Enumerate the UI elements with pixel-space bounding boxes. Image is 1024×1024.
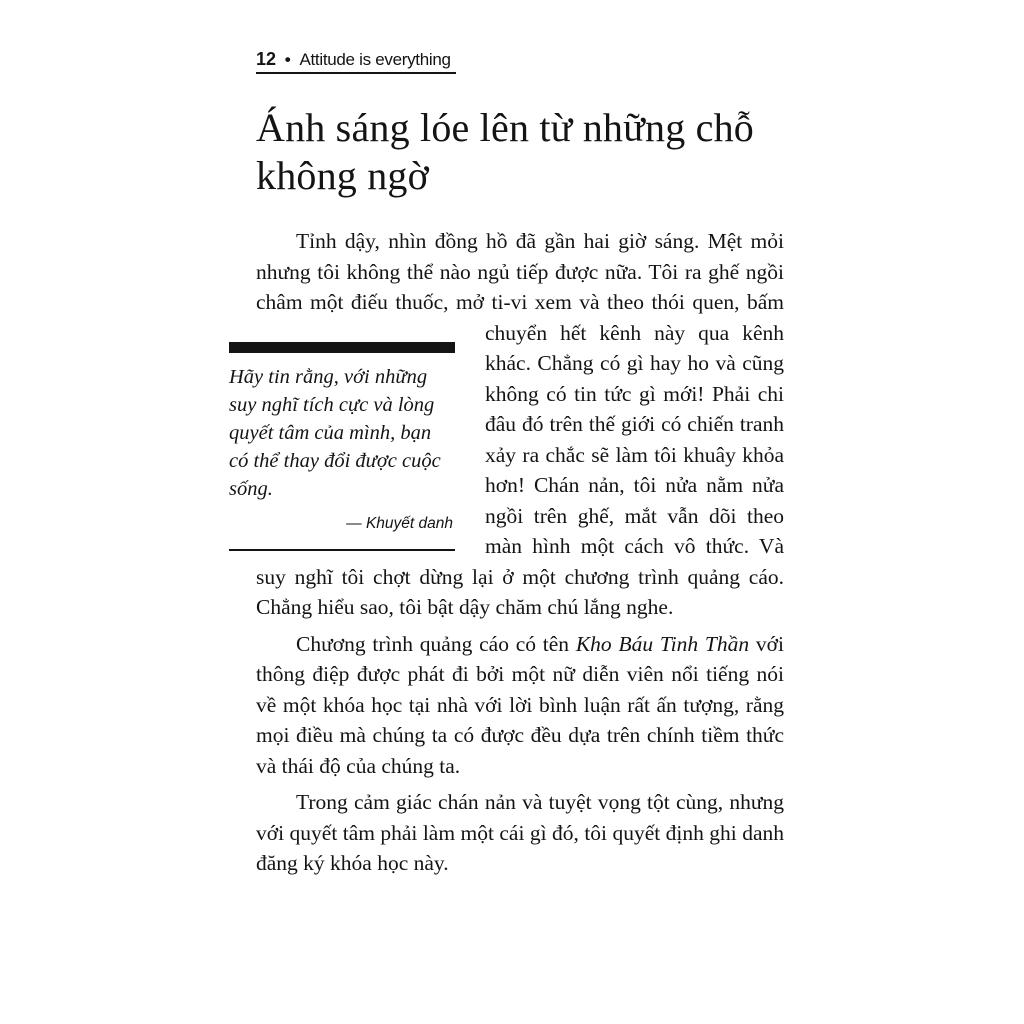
paragraph-2 <box>256 629 784 782</box>
paragraph-3: Trong cảm giác chán nản và tuyệt vọng tột cùng, nhưng với quyết tâm phải làm một cái gì đó, tôi quyết định ghi danh đăng ký khóa học này. <box>256 790 784 875</box>
page-number: 12 <box>256 49 277 69</box>
body-text <box>229 226 784 879</box>
pull-quote-text: Hãy tin rằng, với những suy nghĩ tích cực và lòng quyết tâm của mình, bạn có thể thay đổi được cuộc sống. <box>229 365 441 500</box>
running-head <box>256 48 456 74</box>
chapter-title: Ánh sáng lóe lên từ những chỗ không ngờ <box>256 105 754 198</box>
pull-quote-top-rule <box>229 342 455 353</box>
paragraph-2-text-start: Chương trình quảng cáo có tên <box>296 631 576 656</box>
paragraph-1-text-continued: qua kênh khác. Chẳng có gì hay ho và cũng không có tin tức gì mới! Phải chi đâu đó trên thế giới có chiến tranh xảy ra chắc sẽ làm tôi khuây khỏa hơn! Chán nản, tôi nửa nằm nửa ngồi trên ghế, mắt vẫn dõi theo màn hình một cách vô thức. Và suy nghĩ tôi chợt dừng lại ở một chương trình quảng cáo. Chẳng hiểu sao, tôi bật dậy chăm chú lắng nghe. <box>256 320 784 619</box>
paragraph-1-text: Tỉnh dậy, nhìn đồng hồ đã gần hai giờ sáng. Mệt mỏi nhưng tôi không thể nào ngủ tiếp được nữa. Tôi ra ghế ngồi châm một điếu thuốc, mở ti-vi xem và theo thói quen, bấm chuyển hết kênh này <box>256 229 784 345</box>
pull-quote-bottom-rule <box>229 549 455 551</box>
book-title: Attitude is everything <box>299 50 451 69</box>
paragraph-1 <box>229 226 784 623</box>
pull-quote <box>229 342 455 551</box>
paragraph-2-text-end: với thông điệp được phát đi bởi một nữ diễn viên nổi tiếng nói về một khóa học tại nhà với lời bình luận rất ấn tượng, rằng mọi điều mà chúng ta có được đều dựa trên chính tiềm thức và thái độ của chúng ta. <box>256 631 784 778</box>
pull-quote-attribution: — Khuyết danh <box>346 514 453 532</box>
program-title: Kho Báu Tinh Thần <box>575 631 750 656</box>
bullet-separator: • <box>284 50 291 69</box>
